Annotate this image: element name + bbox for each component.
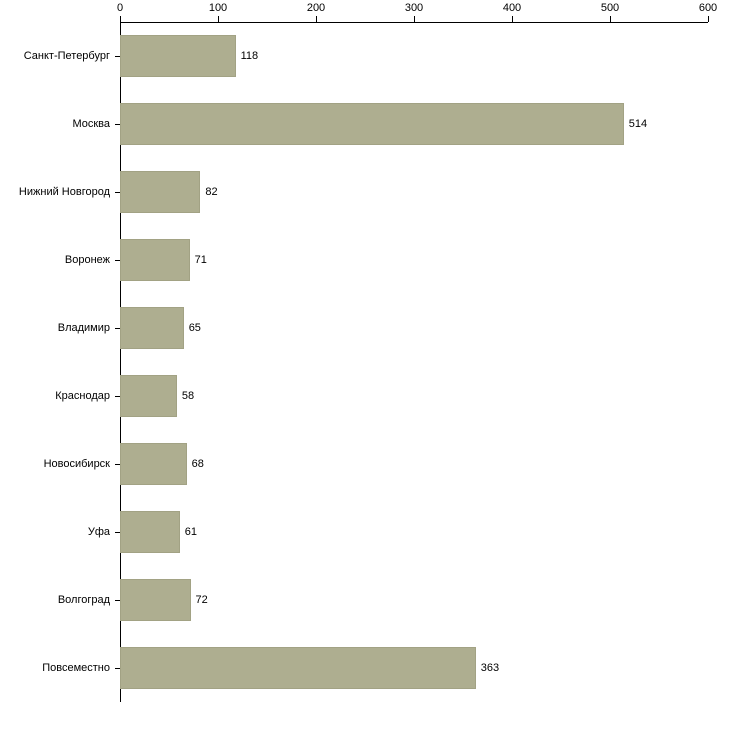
x-tick-mark bbox=[512, 16, 513, 22]
x-tick-label: 300 bbox=[404, 2, 424, 14]
bar[interactable] bbox=[120, 375, 177, 417]
x-tick-mark bbox=[316, 16, 317, 22]
y-axis-category-label: Уфа bbox=[87, 526, 110, 538]
x-tick-label: 400 bbox=[502, 2, 522, 14]
x-tick-mark bbox=[708, 16, 709, 22]
x-tick-label: 500 bbox=[600, 2, 620, 14]
bar-value-label: 514 bbox=[628, 118, 648, 130]
bar-value-label: 72 bbox=[195, 594, 208, 606]
y-axis-category-label: Новосибирск bbox=[43, 458, 110, 470]
bar-value-label: 118 bbox=[240, 50, 259, 62]
bar-value-label: 71 bbox=[194, 254, 207, 266]
bar-value-label: 68 bbox=[191, 458, 204, 470]
bar-value-label: 82 bbox=[205, 186, 218, 198]
bar-value-label: 61 bbox=[184, 526, 198, 538]
bar[interactable] bbox=[120, 443, 187, 485]
y-axis-category-label: Москва bbox=[72, 118, 110, 130]
bar[interactable] bbox=[120, 579, 191, 621]
y-axis-category-label: Санкт-Петербург bbox=[23, 50, 110, 62]
y-axis-category-label: Волгоград bbox=[57, 594, 110, 606]
bar[interactable] bbox=[120, 239, 190, 281]
bar[interactable] bbox=[120, 647, 476, 689]
y-axis-category-label: Владимир bbox=[57, 322, 110, 334]
x-tick-label: 200 bbox=[306, 2, 326, 14]
x-tick-mark bbox=[120, 16, 121, 22]
bar[interactable] bbox=[120, 171, 200, 213]
bar-value-label: 363 bbox=[480, 662, 500, 674]
x-tick-label: 600 bbox=[698, 2, 718, 14]
bar[interactable] bbox=[120, 511, 180, 553]
bar[interactable] bbox=[120, 103, 624, 145]
bar[interactable] bbox=[120, 307, 184, 349]
bar-value-label: 65 bbox=[188, 322, 201, 334]
bar[interactable] bbox=[120, 35, 236, 77]
bar-value-label: 58 bbox=[181, 390, 195, 402]
x-tick-label: 0 bbox=[116, 2, 124, 14]
x-tick-mark bbox=[218, 16, 219, 22]
x-tick-mark bbox=[610, 16, 611, 22]
y-axis-category-label: Краснодар bbox=[55, 390, 110, 402]
x-tick-mark bbox=[414, 16, 415, 22]
y-axis-category-label: Повсеместно bbox=[42, 662, 110, 674]
y-axis-category-label: Воронеж bbox=[64, 254, 110, 266]
y-axis-category-label: Нижний Новгород bbox=[18, 186, 110, 198]
x-tick-label: 100 bbox=[208, 2, 228, 14]
